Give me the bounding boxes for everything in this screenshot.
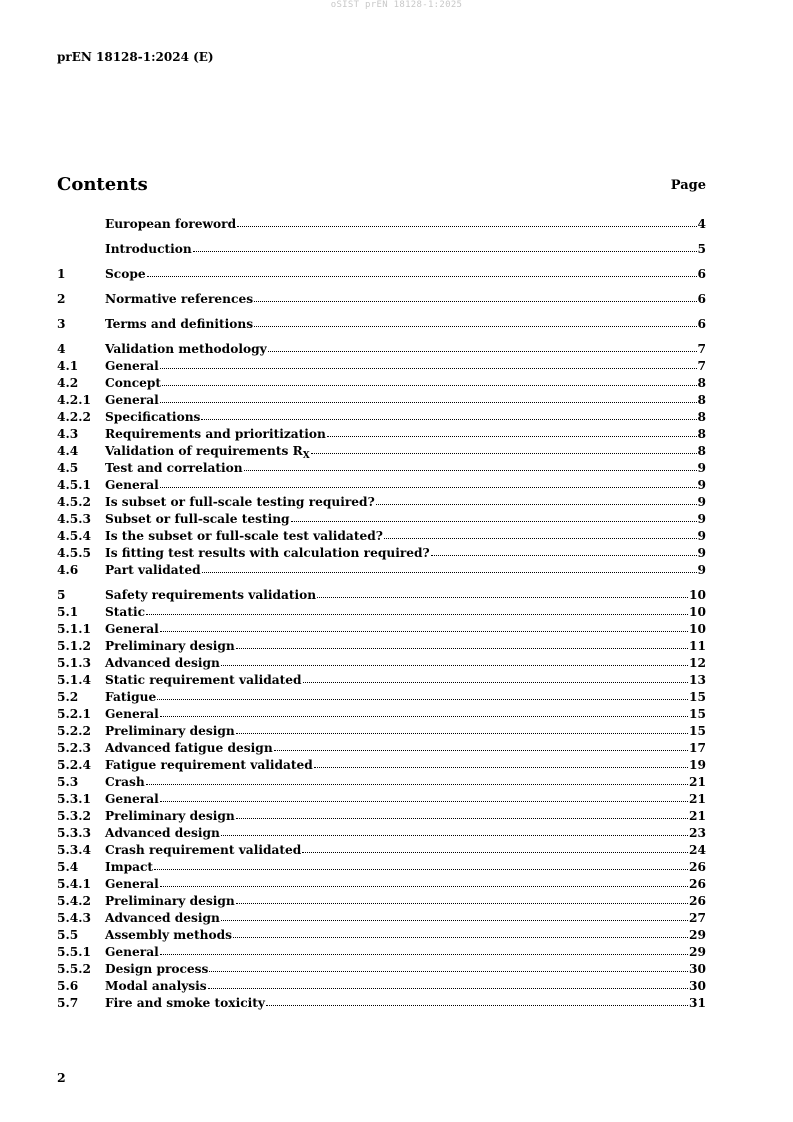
toc-entry-number: 5.1 (57, 605, 79, 619)
toc-entry-number: 5.5 (57, 928, 79, 942)
dot-leader (303, 672, 688, 684)
toc-entry-page: 15 (689, 707, 706, 721)
toc-entry-number: 5.4 (57, 860, 79, 874)
toc-entry-title-text: Preliminary design (105, 639, 235, 653)
toc-entry-title (105, 825, 220, 842)
toc-entry-title-text: Test and correlation (105, 461, 243, 475)
toc-entry-title-text: Normative references (105, 292, 254, 306)
toc-entry[interactable] (57, 545, 706, 562)
toc-entry-title (105, 545, 430, 562)
toc-entry-page: 9 (697, 529, 706, 543)
toc-entry-number: 5.3.2 (57, 809, 91, 823)
toc-entry-title (105, 842, 301, 859)
toc-entry-number: 5.3.3 (57, 826, 91, 840)
toc-entry[interactable] (57, 443, 706, 460)
toc-entry-page: 6 (697, 292, 706, 306)
dot-leader (160, 358, 697, 370)
toc-entry-page: 11 (689, 639, 706, 653)
dot-leader (157, 689, 688, 701)
toc-entry[interactable] (57, 409, 706, 426)
toc-entry-page: 13 (689, 673, 706, 687)
document-id: prEN 18128-1:2024 (E) (57, 50, 214, 64)
dot-leader (266, 995, 688, 1007)
dot-leader (160, 791, 688, 803)
toc-entry-number: 5.6 (57, 979, 79, 993)
dot-leader (201, 409, 696, 421)
dot-leader (147, 266, 697, 278)
toc-entry-page: 21 (689, 792, 706, 806)
toc-entry-title (105, 409, 200, 426)
dot-leader (160, 621, 688, 633)
toc-entry-title (105, 910, 220, 927)
toc-entry-title (105, 944, 159, 961)
toc-entry[interactable] (57, 562, 706, 587)
toc-entry[interactable] (57, 757, 706, 774)
toc-entry-title (105, 961, 208, 978)
toc-entry-title (105, 893, 235, 910)
toc-entry-title-text: Scope (105, 267, 146, 281)
toc-entry[interactable] (57, 604, 706, 621)
toc-entry-title (105, 655, 220, 672)
toc-entry-title-text: Impact (105, 860, 154, 874)
toc-entry-title (105, 706, 159, 723)
toc-entry-number: 4.6 (57, 563, 79, 577)
dot-leader (314, 757, 688, 769)
toc-entry-title (105, 808, 235, 825)
toc-entry-number: 4 (57, 342, 66, 356)
toc-entry[interactable] (57, 672, 706, 689)
toc-entry-title-text: Fire and smoke toxicity (105, 996, 265, 1010)
toc-entry-title-text: Crash (105, 775, 145, 789)
toc-entry-page: 8 (697, 427, 706, 441)
toc-entry-page: 24 (689, 843, 706, 857)
dot-leader (221, 825, 688, 837)
dot-leader (209, 961, 688, 973)
toc-entry-page: 9 (697, 546, 706, 560)
toc-entry-title (105, 562, 201, 579)
toc-entry-title (105, 604, 145, 621)
dot-leader (154, 859, 688, 871)
toc-entry-page: 5 (697, 242, 706, 256)
toc-entry[interactable] (57, 266, 706, 291)
dot-leader (274, 740, 688, 752)
toc-entry[interactable] (57, 638, 706, 655)
toc-entry-title (105, 723, 235, 740)
toc-entry-title-text: Concept (105, 376, 162, 390)
toc-entry-title-text: Requirements and prioritization (105, 427, 326, 441)
toc-entry-title-text: Safety requirements validation (105, 588, 317, 602)
toc-entry-page: 26 (689, 894, 706, 908)
dot-leader (146, 774, 688, 786)
toc-entry-title (105, 876, 159, 893)
toc-entry[interactable] (57, 511, 706, 528)
page-number: 2 (57, 1070, 66, 1085)
toc-entry-title-text: Specifications (105, 410, 201, 424)
toc-entry-page: 9 (697, 461, 706, 475)
toc-entry-number: 4.4 (57, 444, 79, 458)
toc-entry[interactable] (57, 426, 706, 443)
toc-entry-title-text: Is subset or full-scale testing required? (105, 495, 375, 509)
toc-entry-title (105, 621, 159, 638)
toc-entry-page: 9 (697, 512, 706, 526)
toc-entry-page: 4 (697, 217, 706, 231)
toc-entry-page: 9 (697, 478, 706, 492)
toc-entry-title-text: European foreword (105, 217, 237, 231)
dot-leader (236, 638, 688, 650)
toc-entry-number: 4.5 (57, 461, 79, 475)
toc-entry-title-text: Static (105, 605, 146, 619)
dot-leader (233, 927, 688, 939)
toc-entry[interactable] (57, 910, 706, 927)
toc-entry[interactable] (57, 774, 706, 791)
toc-entry[interactable] (57, 944, 706, 961)
toc-entry-title-text: Crash requirement validated (105, 843, 302, 857)
toc-entry-number: 1 (57, 267, 66, 281)
toc-entry-number: 5.5.2 (57, 962, 91, 976)
toc-entry[interactable] (57, 808, 706, 825)
toc-entry[interactable] (57, 291, 706, 316)
toc-entry-title (105, 494, 375, 511)
toc-entry[interactable] (57, 978, 706, 995)
toc-entry-number: 5.2.4 (57, 758, 91, 772)
toc-entry-number: 5.5.1 (57, 945, 91, 959)
dot-leader (160, 392, 697, 404)
toc-entry-title-text: Static requirement validated (105, 673, 302, 687)
toc-entry-title-text: Advanced design (105, 656, 220, 670)
toc-entry[interactable] (57, 477, 706, 494)
toc-entry[interactable] (57, 995, 706, 1012)
toc-entry[interactable] (57, 375, 706, 392)
toc-entry-title (105, 216, 236, 233)
toc-entry-title (105, 689, 156, 706)
toc-entry-number: 2 (57, 292, 66, 306)
toc-entry-number: 5.1.4 (57, 673, 91, 687)
toc-entry-number: 5.3.1 (57, 792, 91, 806)
toc-entry-page: 10 (689, 622, 706, 636)
toc-entry[interactable] (57, 528, 706, 545)
dot-leader (244, 460, 697, 472)
dot-leader (208, 978, 688, 990)
toc-entry-page: 9 (697, 495, 706, 509)
toc-entry[interactable] (57, 689, 706, 706)
dot-leader (160, 944, 688, 956)
toc-entry-number: 4.3 (57, 427, 79, 441)
toc-entry-number: 5.2.2 (57, 724, 91, 738)
toc-entry-page: 6 (697, 317, 706, 331)
toc-entry-title (105, 587, 316, 604)
toc-entry-title (105, 392, 159, 409)
toc-entry-number: 5.2.3 (57, 741, 91, 755)
toc-entry[interactable] (57, 655, 706, 672)
toc-entry[interactable] (57, 341, 706, 358)
toc-entry-number: 5.4.3 (57, 911, 91, 925)
toc-entry-page: 26 (689, 877, 706, 891)
toc-entry-page: 29 (689, 945, 706, 959)
dot-leader (160, 477, 697, 489)
toc-entry-number: 4.5.4 (57, 529, 91, 543)
dot-leader (160, 876, 688, 888)
toc-entry-page: 27 (689, 911, 706, 925)
toc-entry-title-text: Assembly methods (105, 928, 232, 942)
dot-leader (254, 291, 696, 303)
toc-entry[interactable] (57, 961, 706, 978)
toc-entry-title (105, 791, 159, 808)
toc-entry-title (105, 740, 273, 757)
toc-entry-title (105, 477, 159, 494)
toc-entry-title-text: General (105, 945, 159, 959)
toc-entry-page: 15 (689, 690, 706, 704)
toc-entry-number: 4.2 (57, 376, 79, 390)
toc-entry-page: 21 (689, 775, 706, 789)
toc-entry-title-text: Part validated (105, 563, 201, 577)
toc-entry-title (105, 757, 313, 774)
toc-entry-page: 10 (689, 588, 706, 602)
toc-entry-title (105, 672, 302, 689)
toc-entry-title-text: General (105, 478, 159, 492)
toc-entry[interactable] (57, 494, 706, 511)
toc-entry-title-text: Introduction (105, 242, 192, 256)
toc-entry-title (105, 528, 383, 545)
dot-leader (237, 216, 696, 228)
toc-entry[interactable] (57, 859, 706, 876)
toc-entry-number: 5.1.1 (57, 622, 91, 636)
toc-entry-page: 8 (697, 410, 706, 424)
toc-entry-page: 8 (697, 444, 706, 458)
toc-entry-page: 6 (697, 267, 706, 281)
toc-entry-number: 5.7 (57, 996, 79, 1010)
toc-entry-number: 5.4.1 (57, 877, 91, 891)
toc-entry-title-text: Advanced design (105, 826, 220, 840)
toc-entry[interactable] (57, 842, 706, 859)
toc-entry-title (105, 511, 290, 528)
toc-entry-title-text: Validation of requirements R (105, 444, 303, 458)
dot-leader (202, 562, 697, 574)
toc-entry-page: 29 (689, 928, 706, 942)
toc-entry-title-text: Is fitting test results with calculation required? (105, 546, 430, 560)
dot-leader (221, 655, 688, 667)
dot-leader (302, 842, 688, 854)
toc-entry-title-text: Validation methodology (105, 342, 267, 356)
toc-entry-title (105, 927, 232, 944)
toc-entry-page: 31 (689, 996, 706, 1010)
toc-entry[interactable] (57, 392, 706, 409)
toc-entry[interactable] (57, 241, 706, 266)
toc-entry-number: 5.1.3 (57, 656, 91, 670)
toc-entry-title-text: General (105, 707, 159, 721)
toc-entry-title-text: Preliminary design (105, 724, 235, 738)
toc-entry[interactable] (57, 723, 706, 740)
dot-leader (146, 604, 688, 616)
toc-entry[interactable] (57, 927, 706, 944)
toc-entry[interactable] (57, 216, 706, 241)
toc-entry-title-text: Fatigue (105, 690, 157, 704)
dot-leader (221, 910, 688, 922)
toc-entry[interactable] (57, 740, 706, 757)
watermark: oSIST prEN 18128-1:2025 (330, 0, 463, 10)
dot-leader (384, 528, 697, 540)
toc-entry-page: 23 (689, 826, 706, 840)
toc-entry[interactable] (57, 587, 706, 604)
toc-entry-title-text: Preliminary design (105, 809, 235, 823)
toc-entry-number: 5.3 (57, 775, 79, 789)
toc-entry-title-subscript: X (302, 451, 310, 461)
toc-entry-page: 9 (697, 563, 706, 577)
toc-entry[interactable] (57, 460, 706, 477)
toc-entry-title-text: Modal analysis (105, 979, 207, 993)
dot-leader (291, 511, 697, 523)
dot-leader (327, 426, 697, 438)
toc-entry-number: 5.2 (57, 690, 79, 704)
toc-entry-number: 4.5.3 (57, 512, 91, 526)
toc-entry[interactable] (57, 621, 706, 638)
toc-entry-page: 17 (689, 741, 706, 755)
toc-entry-page: 21 (689, 809, 706, 823)
table-of-contents (57, 216, 706, 1012)
toc-entry-title (105, 978, 207, 995)
toc-entry-title-text: General (105, 393, 159, 407)
toc-entry-number: 4.2.1 (57, 393, 91, 407)
toc-entry-title (105, 316, 253, 333)
toc-entry[interactable] (57, 893, 706, 910)
dot-leader (268, 341, 697, 353)
toc-entry-title (105, 995, 265, 1012)
toc-entry-title-text: Subset or full-scale testing (105, 512, 290, 526)
dot-leader (162, 375, 696, 387)
toc-entry-number: 5.2.1 (57, 707, 91, 721)
toc-entry-title-text: Advanced design (105, 911, 220, 925)
toc-entry-number: 4.5.2 (57, 495, 91, 509)
toc-entry-number: 5.1.2 (57, 639, 91, 653)
toc-entry-number: 4.5.5 (57, 546, 91, 560)
toc-entry-title-text: General (105, 877, 159, 891)
toc-entry-title (105, 426, 326, 443)
toc-entry[interactable] (57, 358, 706, 375)
toc-entry-number: 4.5.1 (57, 478, 91, 492)
toc-entry-page: 8 (697, 376, 706, 390)
toc-entry[interactable] (57, 876, 706, 893)
dot-leader (311, 443, 697, 455)
toc-entry-page: 19 (689, 758, 706, 772)
dot-leader (236, 893, 688, 905)
dot-leader (317, 587, 688, 599)
toc-entry-page: 30 (689, 962, 706, 976)
toc-entry-title-text: General (105, 792, 159, 806)
toc-entry-number: 4.2.2 (57, 410, 91, 424)
dot-leader (376, 494, 697, 506)
toc-entry[interactable] (57, 316, 706, 341)
toc-entry-title-text: Fatigue requirement validated (105, 758, 313, 772)
toc-entry-title-text: Terms and definitions (105, 317, 254, 331)
toc-entry-title (105, 241, 192, 258)
dot-leader (193, 241, 697, 253)
dot-leader (254, 316, 696, 328)
toc-entry-title (105, 774, 145, 791)
toc-entry-title (105, 375, 161, 392)
toc-entry-title (105, 358, 159, 375)
toc-entry-page: 30 (689, 979, 706, 993)
toc-entry[interactable] (57, 791, 706, 808)
toc-entry-number: 5.4.2 (57, 894, 91, 908)
toc-entry-title-text: Design process (105, 962, 209, 976)
toc-entry[interactable] (57, 706, 706, 723)
toc-entry-title (105, 266, 146, 283)
toc-entry-page: 15 (689, 724, 706, 738)
toc-entry-title (105, 341, 267, 358)
toc-entry-page: 12 (689, 656, 706, 670)
dot-leader (236, 723, 688, 735)
toc-entry-number: 5.3.4 (57, 843, 91, 857)
toc-entry-title (105, 638, 235, 655)
toc-entry-page: 10 (689, 605, 706, 619)
toc-entry-title-text: Is the subset or full-scale test validated? (105, 529, 383, 543)
toc-entry-number: 4.1 (57, 359, 79, 373)
contents-title: Contents (57, 174, 148, 195)
toc-entry-title-text: General (105, 359, 159, 373)
toc-entry-page: 7 (697, 359, 706, 373)
toc-entry-page: 26 (689, 860, 706, 874)
toc-entry-number: 5 (57, 588, 66, 602)
toc-entry-title (105, 460, 243, 477)
toc-entry-title-text: Preliminary design (105, 894, 235, 908)
toc-entry-title-text: Advanced fatigue design (105, 741, 273, 755)
contents-header (57, 174, 706, 195)
toc-entry[interactable] (57, 825, 706, 842)
toc-entry-title-text: General (105, 622, 159, 636)
toc-entry-page: 7 (697, 342, 706, 356)
toc-entry-title (105, 859, 153, 876)
dot-leader (160, 706, 688, 718)
toc-entry-title (105, 291, 253, 308)
toc-entry-number: 3 (57, 317, 66, 331)
dot-leader (236, 808, 688, 820)
page-column-label: Page (670, 178, 706, 193)
toc-entry-page: 8 (697, 393, 706, 407)
dot-leader (431, 545, 697, 557)
